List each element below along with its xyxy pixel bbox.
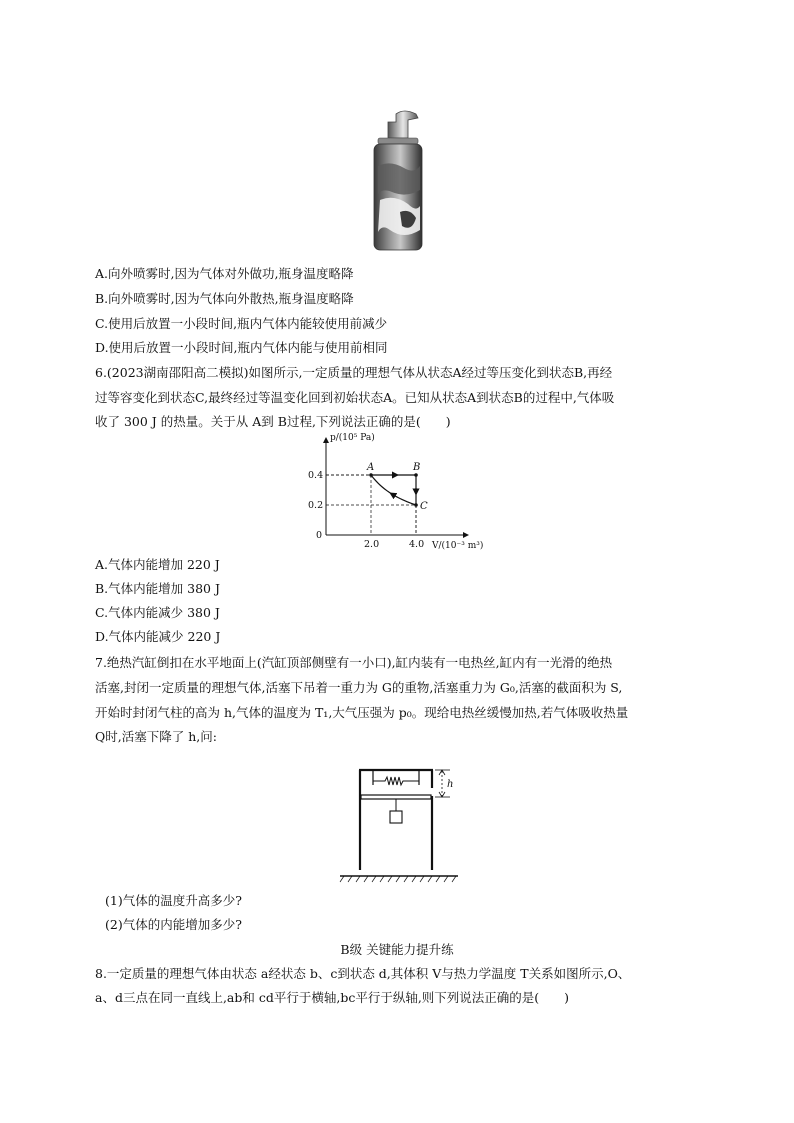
process-C-A bbox=[371, 475, 416, 505]
q6-option-d: D.气体内能减少 220 J bbox=[95, 629, 221, 644]
q6-option-a: A.气体内能增加 220 J bbox=[95, 557, 220, 572]
q5-option-b: B.向外喷雾时,因为气体向外散热,瓶身温度略降 bbox=[95, 291, 354, 306]
q5-option-d: D.使用后放置一小段时间,瓶内气体内能与使用前相同 bbox=[95, 340, 388, 355]
q8-stem-line-2: a、d三点在同一直线上,ab和 cd平行于横轴,bc平行于纵轴,则下列说法正确的是( ) bbox=[95, 990, 570, 1005]
state-point-C bbox=[414, 503, 418, 507]
q6-stem-line-1: 6.(2023湖南邵阳高二模拟)如图所示,一定质量的理想气体从状态A经过等压变化到状态B,再经 bbox=[95, 365, 613, 380]
heating-wire bbox=[373, 777, 419, 785]
q6-stem-line-3: 收了 300 J 的热量。关于从 A到 B过程,下列说法正确的是( ) bbox=[95, 414, 451, 429]
q7-stem-line-3: 开始时封闭气柱的高为 h,气体的温度为 T₁,大气压强为 p₀。现给电热丝缓慢加热,若气体吸收热量 bbox=[95, 705, 629, 720]
section-b-title: B级 关键能力提升练 bbox=[340, 942, 454, 957]
state-point-A bbox=[369, 473, 373, 477]
q6-stem-line-2: 过等容变化到状态C,最终经过等温变化回到初始状态A。已知从状态A到状态B的过程中,气体吸 bbox=[95, 390, 615, 405]
y-tick-label: 0.2 bbox=[308, 500, 324, 511]
h-label: h bbox=[447, 779, 454, 790]
q7-stem-line-4: Q时,活塞下降了 h,问: bbox=[95, 729, 217, 744]
piston bbox=[361, 795, 431, 799]
q6-option-b: B.气体内能增加 380 J bbox=[95, 581, 220, 596]
x-axis-label: V/(10⁻³ m³) bbox=[432, 541, 484, 551]
hanging-weight bbox=[390, 811, 402, 823]
q7-sub-question-1: (1)气体的温度升高多少? bbox=[105, 893, 242, 908]
q8-stem-line-1: 8.一定质量的理想气体由状态 a经状态 b、c到状态 d,其体积 V与热力学温度 T关系如图所示,O、 bbox=[95, 966, 631, 981]
spray-bottle-figure bbox=[360, 108, 440, 253]
pv-diagram bbox=[300, 430, 500, 555]
x-tick-label: 2.0 bbox=[364, 539, 380, 550]
state-label-C: C bbox=[420, 501, 428, 512]
q5-option-c: C.使用后放置一小段时间,瓶内气体内能较使用前减少 bbox=[95, 316, 388, 331]
ground-hatching bbox=[340, 876, 456, 882]
origin-label: 0 bbox=[316, 530, 323, 541]
state-label-B: B bbox=[413, 462, 421, 473]
cylinder-figure bbox=[338, 758, 468, 888]
arrow-C-A bbox=[392, 494, 393, 495]
y-tick-label: 0.4 bbox=[308, 470, 324, 481]
y-axis-label: p/(10⁵ Pa) bbox=[330, 433, 375, 443]
q7-stem-line-1: 7.绝热汽缸倒扣在水平地面上(汽缸顶部侧壁有一小口),缸内装有一电热丝,缸内有一光滑的绝热 bbox=[95, 655, 613, 670]
q6-option-c: C.气体内能减少 380 J bbox=[95, 605, 220, 620]
q7-sub-question-2: (2)气体的内能增加多少? bbox=[105, 917, 242, 932]
state-point-B bbox=[414, 473, 418, 477]
x-tick-label: 4.0 bbox=[409, 539, 425, 550]
q5-option-a: A.向外喷雾时,因为气体对外做功,瓶身温度略降 bbox=[95, 266, 354, 281]
state-label-A: A bbox=[367, 462, 375, 473]
q7-stem-line-2: 活塞,封闭一定质量的理想气体,活塞下吊着一重力为 G的重物,活塞重力为 G₀,活塞的截面积为 S, bbox=[95, 680, 623, 695]
